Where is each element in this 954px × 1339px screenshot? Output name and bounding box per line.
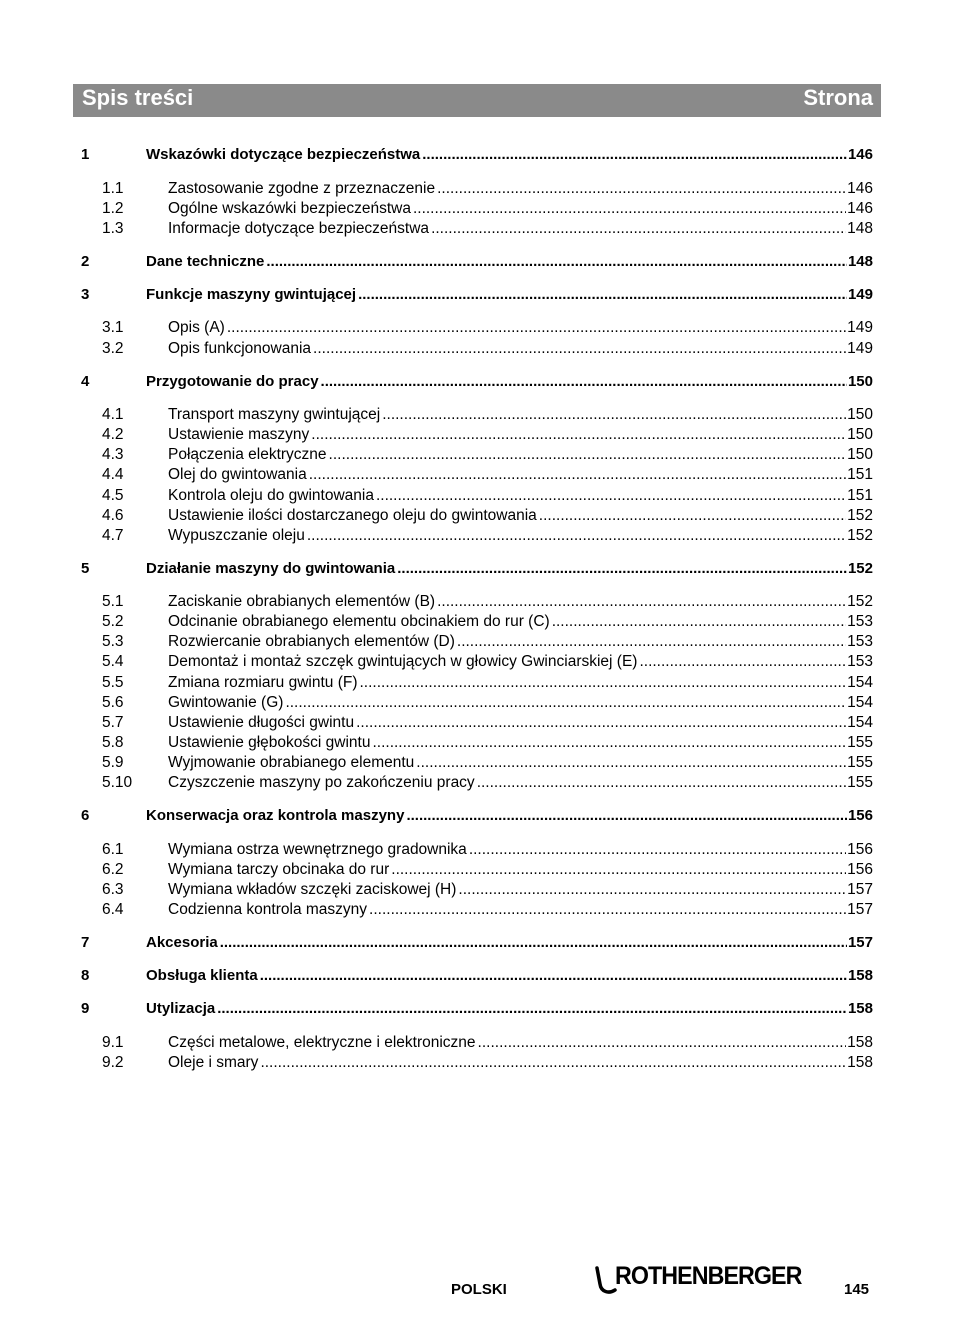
toc-section-row — [73, 318, 873, 338]
toc-number: 8 — [81, 967, 90, 984]
toc-number: 4.3 — [102, 446, 124, 463]
toc-title-text: Wyjmowanie obrabianego elementu — [168, 754, 415, 771]
dot-leader — [307, 526, 846, 546]
toc-title-text: Kontrola oleju do gwintowania — [168, 487, 374, 504]
toc-number: 5.2 — [102, 613, 124, 630]
toc-title-text: Demontaż i montaż szczęk gwintujących w głowicy Gwinciarskiej (E) — [168, 653, 638, 670]
dot-leader — [372, 733, 846, 753]
toc-title-text: Opis funkcjonowania — [168, 340, 312, 357]
toc-section-row — [73, 526, 873, 546]
toc-entry — [168, 219, 873, 239]
toc-number: 4.5 — [102, 487, 124, 504]
toc-title-text: Transport maszyny gwintującej — [168, 406, 381, 423]
toc-title-text: Zastosowanie zgodne z przeznaczenie — [168, 180, 436, 197]
toc-number: 3.1 — [102, 319, 124, 336]
toc-number: 5.9 — [102, 754, 124, 771]
toc-chapter-row — [73, 252, 873, 272]
toc-page-number: 152 — [847, 527, 873, 544]
toc-entry — [168, 592, 873, 612]
toc-number: 6.3 — [102, 881, 124, 898]
toc-section-row — [73, 632, 873, 652]
toc-number: 5 — [81, 560, 90, 577]
toc-number: 6 — [81, 807, 90, 824]
dot-leader — [329, 445, 847, 465]
dot-leader — [431, 219, 846, 239]
toc-entry — [168, 465, 873, 485]
dot-leader — [217, 999, 847, 1019]
toc-page-number: 150 — [847, 406, 873, 423]
toc-entry — [168, 753, 873, 773]
toc-section-row — [73, 1053, 873, 1073]
toc-entry — [168, 733, 873, 753]
toc-section-row — [73, 486, 873, 506]
toc-page-number: 150 — [847, 373, 873, 390]
toc-entry — [146, 966, 873, 986]
toc-title-text: Informacje dotyczące bezpieczeństwa — [168, 220, 430, 237]
toc-entry — [168, 713, 873, 733]
toc-number: 1.3 — [102, 220, 124, 237]
toc-number: 1 — [81, 146, 90, 163]
toc-title-text: Opis (A) — [168, 319, 225, 336]
toc-title-text: Gwintowanie (G) — [168, 694, 284, 711]
toc-section-row — [73, 612, 873, 632]
toc-title-text: Odcinanie obrabianego elementu obcinakiem do rur (C) — [168, 613, 550, 630]
toc-entry — [168, 880, 873, 900]
toc-number: 5.8 — [102, 734, 124, 751]
toc-page-number: 151 — [847, 487, 873, 504]
toc-number: 5.5 — [102, 674, 124, 691]
toc-title-text: Działanie maszyny do gwintowania — [146, 560, 396, 577]
dot-leader — [406, 806, 847, 826]
toc-number: 5.6 — [102, 694, 124, 711]
toc-section-row — [73, 673, 873, 693]
dot-leader — [360, 673, 847, 693]
toc-title-text: Wymiana tarczy obcinaka do rur — [168, 861, 390, 878]
toc-entry — [168, 1033, 873, 1053]
toc-page-number: 158 — [847, 1034, 873, 1051]
page-column-label: Strona — [803, 85, 873, 110]
toc-title-text: Codzienna kontrola maszyny — [168, 901, 368, 918]
toc-section-row — [73, 860, 873, 880]
toc-section-row — [73, 840, 873, 860]
dot-leader — [260, 1053, 846, 1073]
toc-entry — [168, 405, 873, 425]
dot-leader — [477, 773, 846, 793]
dot-leader — [437, 179, 846, 199]
toc-title-text: Czyszczenie maszyny po zakończeniu pracy — [168, 774, 475, 791]
toc-title-text: Akcesoria — [146, 934, 218, 951]
brand-name: ROTHENBERGER — [615, 1262, 802, 1290]
dot-leader — [356, 713, 846, 733]
toc-section-row — [73, 693, 873, 713]
toc-title-text: Funkcje maszyny gwintującej — [146, 286, 357, 303]
toc-page-number: 146 — [847, 146, 873, 163]
toc-chapter-row — [73, 966, 873, 986]
toc-title-text: Dane techniczne — [146, 253, 265, 270]
toc-section-row — [73, 506, 873, 526]
toc-entry — [168, 425, 873, 445]
toc-page-number: 150 — [847, 446, 873, 463]
toc-number: 4 — [81, 373, 90, 390]
toc-page-number: 152 — [847, 560, 873, 577]
toc-page-number: 152 — [847, 593, 873, 610]
toc-title-text: Połączenia elektryczne — [168, 446, 327, 463]
dot-leader — [220, 933, 847, 953]
toc-number: 5.1 — [102, 593, 124, 610]
toc-section-row — [73, 179, 873, 199]
toc-page-number: 148 — [847, 253, 873, 270]
dot-leader — [376, 486, 846, 506]
toc-entry — [168, 506, 873, 526]
toc-page-number: 148 — [847, 220, 873, 237]
toc-page-number: 150 — [847, 426, 873, 443]
toc-page-number: 146 — [847, 200, 873, 217]
toc-entry — [168, 632, 873, 652]
toc-section-row — [73, 733, 873, 753]
toc-page-number: 156 — [847, 861, 873, 878]
toc-number: 6.4 — [102, 901, 124, 918]
toc-title-text: Przygotowanie do pracy — [146, 373, 319, 390]
toc-title-text: Ustawienie głębokości gwintu — [168, 734, 371, 751]
toc-chapter-row — [73, 145, 873, 165]
page-number: 145 — [844, 1281, 870, 1298]
toc-section-row — [73, 199, 873, 219]
toc-page-number: 154 — [847, 694, 873, 711]
toc-title-text: Części metalowe, elektryczne i elektroniczne — [168, 1034, 476, 1051]
toc-chapter-row — [73, 806, 873, 826]
dot-leader — [422, 145, 847, 165]
toc-entry — [168, 773, 873, 793]
toc-number: 3 — [81, 286, 90, 303]
toc-page-number: 153 — [847, 653, 873, 670]
toc-number: 4.4 — [102, 466, 124, 483]
dot-leader — [478, 1033, 847, 1053]
toc-chapter-row — [73, 933, 873, 953]
toc-page-number: 152 — [847, 507, 873, 524]
toc-entry — [146, 806, 873, 826]
toc-chapter-row — [73, 372, 873, 392]
toc-section-row — [73, 1033, 873, 1053]
toc-page-number: 157 — [847, 901, 873, 918]
toc-section-row — [73, 465, 873, 485]
toc-page-number: 156 — [847, 807, 873, 824]
toc-number: 9.2 — [102, 1054, 124, 1071]
toc-number: 1.2 — [102, 200, 124, 217]
dot-leader — [266, 252, 847, 272]
toc-entry — [168, 199, 873, 219]
dot-leader — [469, 840, 846, 860]
toc-entry — [146, 999, 873, 1019]
toc-entry — [146, 559, 873, 579]
dot-leader — [313, 339, 846, 359]
toc-entry — [168, 840, 873, 860]
toc-number: 5.7 — [102, 714, 124, 731]
toc-number: 5.10 — [102, 774, 133, 791]
toc-title-text: Ustawienie ilości dostarczanego oleju do gwintowania — [168, 507, 537, 524]
toc-entry — [146, 252, 873, 272]
dot-leader — [552, 612, 846, 632]
toc-title-text: Olej do gwintowania — [168, 466, 307, 483]
dot-leader — [321, 372, 847, 392]
dot-leader — [416, 753, 846, 773]
toc-entry — [168, 612, 873, 632]
toc-section-row — [73, 592, 873, 612]
toc-number: 7 — [81, 934, 90, 951]
toc-chapter-row — [73, 999, 873, 1019]
toc-title-text: Wypuszczanie oleju — [168, 527, 305, 544]
toc-section-row — [73, 880, 873, 900]
dot-leader — [285, 693, 846, 713]
toc-page-number: 155 — [847, 734, 873, 751]
toc-number: 1.1 — [102, 180, 124, 197]
toc-section-row — [73, 652, 873, 672]
toc-section-row — [73, 753, 873, 773]
toc-entry — [168, 1053, 873, 1073]
toc-entry — [168, 486, 873, 506]
toc-entry — [168, 652, 873, 672]
toc-number: 9.1 — [102, 1034, 124, 1051]
dot-leader — [437, 592, 846, 612]
footer-language: POLSKI — [451, 1281, 507, 1298]
toc-page-number: 151 — [847, 466, 873, 483]
toc-title-text: Wskazówki dotyczące bezpieczeństwa — [146, 146, 421, 163]
toc-number: 4.6 — [102, 507, 124, 524]
toc-section-row — [73, 405, 873, 425]
toc-title-text: Konserwacja oraz kontrola maszyny — [146, 807, 405, 824]
toc-entry — [168, 179, 873, 199]
toc-chapter-row — [73, 285, 873, 305]
toc-page-number: 154 — [847, 674, 873, 691]
toc-section-row — [73, 900, 873, 920]
toc-page-number: 155 — [847, 774, 873, 791]
dot-leader — [539, 506, 846, 526]
toc-entry — [146, 145, 873, 165]
toc-page-number: 158 — [847, 967, 873, 984]
dot-leader — [458, 880, 846, 900]
toc-title-text: Zaciskanie obrabianych elementów (B) — [168, 593, 436, 610]
toc-section-row — [73, 339, 873, 359]
toc-page-number: 158 — [847, 1000, 873, 1017]
toc-number: 5.4 — [102, 653, 124, 670]
toc-chapter-row — [73, 559, 873, 579]
toc-entry — [146, 285, 873, 305]
toc-title: Spis treści — [82, 85, 194, 110]
toc-section-row — [73, 445, 873, 465]
toc-number: 4.7 — [102, 527, 124, 544]
toc-entry — [168, 860, 873, 880]
dot-leader — [309, 465, 846, 485]
dot-leader — [382, 405, 846, 425]
dot-leader — [358, 285, 847, 305]
dot-leader — [639, 652, 846, 672]
toc-title-text: Zmiana rozmiaru gwintu (F) — [168, 674, 358, 691]
toc-number: 6.1 — [102, 841, 124, 858]
toc-number: 4.1 — [102, 406, 124, 423]
toc-page-number: 157 — [847, 881, 873, 898]
toc-section-row — [73, 425, 873, 445]
toc-entry — [168, 673, 873, 693]
toc-page-number: 157 — [847, 934, 873, 951]
toc-section-row — [73, 219, 873, 239]
toc-entry — [168, 526, 873, 546]
toc-page-number: 158 — [847, 1054, 873, 1071]
rothenberger-logo — [594, 1262, 830, 1298]
toc-page-number: 149 — [847, 319, 873, 336]
toc-entry — [146, 933, 873, 953]
toc-number: 5.3 — [102, 633, 124, 650]
dot-leader — [260, 966, 847, 986]
toc-entry — [168, 318, 873, 338]
toc-title-text: Utylizacja — [146, 1000, 216, 1017]
toc-entry — [168, 900, 873, 920]
toc-entry — [168, 693, 873, 713]
dot-leader — [397, 559, 847, 579]
toc-title-text: Rozwiercanie obrabianych elementów (D) — [168, 633, 455, 650]
toc-entry — [168, 445, 873, 465]
toc-number: 3.2 — [102, 340, 124, 357]
toc-title-text: Oleje i smary — [168, 1054, 259, 1071]
toc-entry — [146, 372, 873, 392]
toc-page-number: 149 — [847, 340, 873, 357]
toc-page-number: 154 — [847, 714, 873, 731]
toc-title-text: Obsługa klienta — [146, 967, 258, 984]
toc-page-number: 153 — [847, 633, 873, 650]
dot-leader — [413, 199, 846, 219]
dot-leader — [227, 318, 846, 338]
toc-page-number: 153 — [847, 613, 873, 630]
toc-page-number: 149 — [847, 286, 873, 303]
toc-page-number: 146 — [847, 180, 873, 197]
dot-leader — [369, 900, 846, 920]
toc-section-row — [73, 713, 873, 733]
toc-page-number: 155 — [847, 754, 873, 771]
dot-leader — [391, 860, 846, 880]
toc-page-number: 156 — [847, 841, 873, 858]
toc-number: 9 — [81, 1000, 90, 1017]
toc-number: 6.2 — [102, 861, 124, 878]
dot-leader — [311, 425, 846, 445]
toc-number: 2 — [81, 253, 90, 270]
toc-title-text: Wymiana ostrza wewnętrznego gradownika — [168, 841, 467, 858]
toc-section-row — [73, 773, 873, 793]
toc-title-text: Ustawienie maszyny — [168, 426, 310, 443]
toc-number: 4.2 — [102, 426, 124, 443]
dot-leader — [457, 632, 846, 652]
toc-title-text: Ogólne wskazówki bezpieczeństwa — [168, 200, 411, 217]
toc-title-text: Ustawienie długości gwintu — [168, 714, 355, 731]
toc-title-text: Wymiana wkładów szczęki zaciskowej (H) — [168, 881, 457, 898]
toc-entry — [168, 339, 873, 359]
